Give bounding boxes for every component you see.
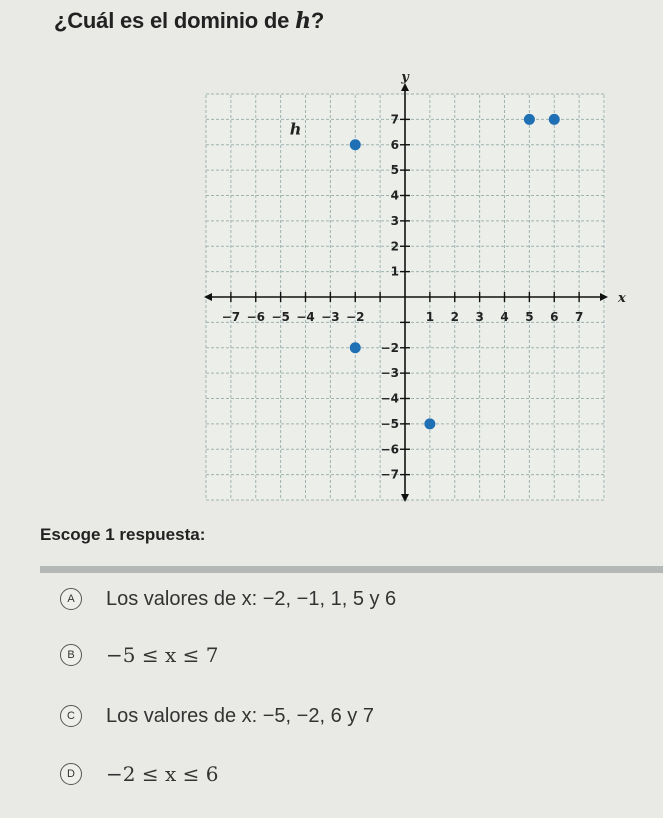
option-c-text: Los valores de x: −5, −2, 6 y 7 [106, 704, 374, 727]
y-tick-label: −3 [380, 366, 399, 381]
y-tick-label: 2 [390, 239, 399, 254]
y-tick-label: −4 [380, 391, 399, 406]
x-tick-label: 1 [425, 310, 435, 324]
data-point [424, 418, 435, 429]
y-tick-label: −6 [380, 442, 399, 457]
question-prefix: ¿Cuál es el dominio de [54, 8, 296, 33]
y-tick-label: −5 [380, 416, 399, 431]
x-tick-label: 7 [574, 310, 584, 324]
y-tick-label: −2 [380, 340, 399, 355]
x-tick-label: 2 [450, 310, 459, 324]
option-b-letter: B [60, 644, 82, 666]
x-tick-label: −6 [246, 310, 265, 324]
y-tick-label: 3 [390, 213, 399, 228]
option-c-letter: C [60, 705, 82, 727]
answer-prompt: Escoge 1 respuesta: [40, 525, 206, 544]
y-tick-label: 1 [390, 264, 399, 279]
y-tick-label: −7 [380, 467, 399, 482]
option-a-letter: A [60, 588, 82, 610]
y-tick-label: 5 [390, 163, 399, 178]
x-axis-label: x [618, 291, 626, 306]
question-suffix: ? [310, 8, 325, 33]
x-tick-label: 6 [550, 310, 559, 324]
y-axis-label: y [401, 70, 409, 85]
x-tick-label: −4 [296, 310, 315, 324]
data-point [350, 139, 361, 150]
divider [40, 566, 663, 573]
y-tick-label: 7 [390, 112, 399, 127]
x-tick-label: −7 [221, 310, 241, 324]
x-tick-label: 4 [500, 310, 509, 324]
y-tick-label: 4 [390, 188, 399, 203]
option-d[interactable] [60, 758, 218, 790]
x-tick-label: 5 [525, 310, 534, 324]
x-tick-label: −3 [321, 310, 340, 324]
x-tick-label: −5 [271, 310, 290, 324]
x-tick-label: 3 [475, 310, 484, 324]
y-tick-label: 6 [390, 137, 399, 152]
option-d-letter: D [60, 763, 82, 785]
function-label: h [289, 119, 302, 139]
option-a[interactable] [60, 583, 396, 615]
option-c[interactable] [60, 700, 374, 732]
data-point [524, 114, 535, 125]
option-d-text: −2 ≤ x ≤ 6 [106, 762, 219, 786]
option-b-text: −5 ≤ x ≤ 7 [106, 643, 219, 667]
x-tick-label: −2 [346, 310, 365, 324]
option-b[interactable] [60, 639, 218, 671]
data-point [350, 342, 361, 353]
option-a-text: Los valores de x: −2, −1, 1, 5 y 6 [106, 587, 397, 610]
data-point [549, 114, 560, 125]
question-variable: h [295, 8, 311, 34]
